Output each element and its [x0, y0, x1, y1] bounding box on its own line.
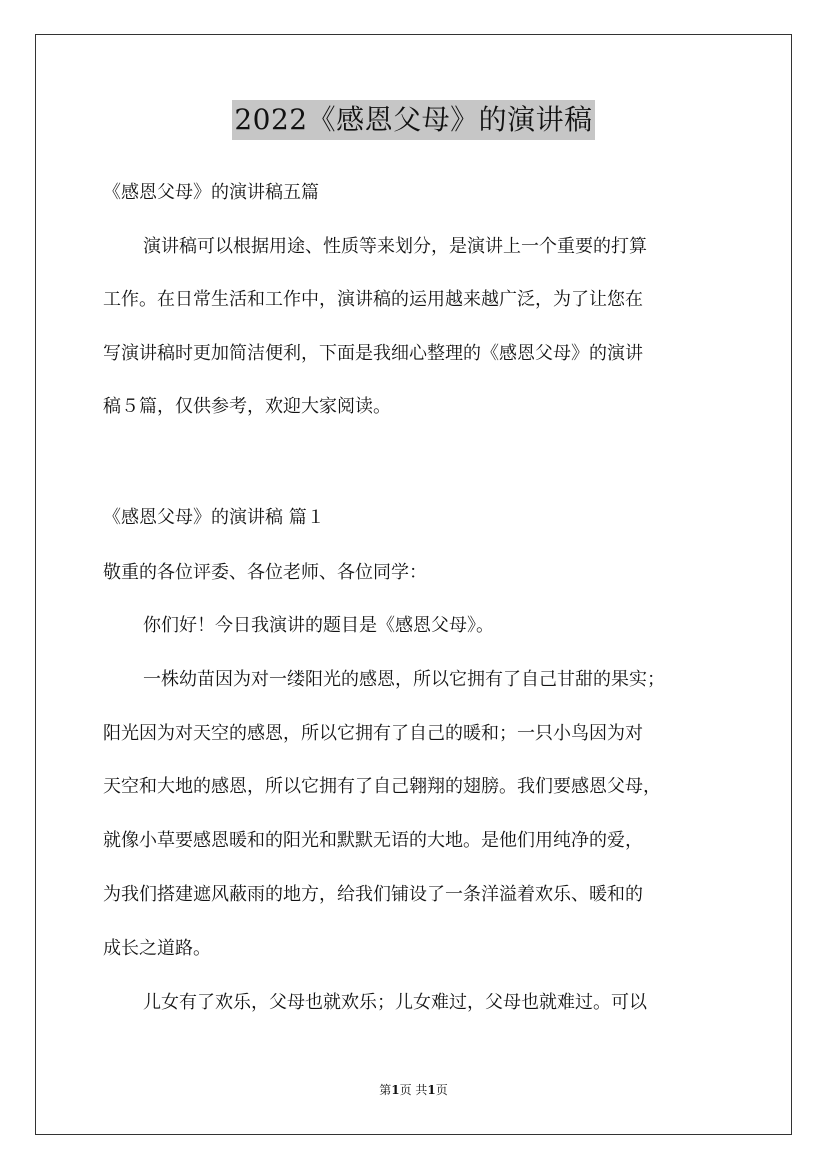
section-heading: 《感恩父母》的演讲稿 篇１ — [103, 507, 325, 528]
paragraph-line: 稿５篇，仅供参考，欢迎大家阅读。 — [103, 396, 391, 417]
page-footer — [0, 1082, 827, 1098]
footer-page-total: 1 — [427, 1083, 436, 1097]
document-title: 2022《感恩父母》的演讲稿 — [232, 100, 594, 140]
paragraph-line: 你们好！今日我演讲的题目是《感恩父母》。 — [143, 615, 494, 636]
footer-page-suffix: 页 — [435, 1083, 448, 1097]
footer-page-prefix: 第 — [379, 1083, 392, 1097]
footer-page-current: 1 — [391, 1083, 400, 1097]
salutation: 敬重的各位评委、各位老师、各位同学： — [103, 562, 427, 583]
title-container — [0, 100, 827, 140]
paragraph-line: 为我们搭建遮风蔽雨的地方，给我们铺设了一条洋溢着欢乐、暖和的 — [103, 884, 643, 905]
paragraph-line: 就像小草要感恩暖和的阳光和默默无语的大地。是他们用纯净的爱， — [103, 830, 643, 851]
paragraph-line: 工作。在日常生活和工作中，演讲稿的运用越来越广泛，为了让您在 — [103, 289, 643, 310]
paragraph-line: 写演讲稿时更加简洁便利，下面是我细心整理的《感恩父母》的演讲 — [103, 343, 643, 364]
paragraph-line: 天空和大地的感恩，所以它拥有了自己翱翔的翅膀。我们要感恩父母， — [103, 776, 661, 797]
paragraph-line: 一株幼苗因为对一缕阳光的感恩，所以它拥有了自己甘甜的果实； — [143, 669, 665, 690]
paragraph-line: 演讲稿可以根据用途、性质等来划分，是演讲上一个重要的打算 — [143, 236, 647, 257]
paragraph-line: 儿女有了欢乐，父母也就欢乐；儿女难过，父母也就难过。可以 — [143, 992, 647, 1013]
paragraph-line: 成长之道路。 — [103, 938, 211, 959]
subtitle: 《感恩父母》的演讲稿五篇 — [103, 182, 319, 203]
paragraph-line: 阳光因为对天空的感恩，所以它拥有了自己的暖和；一只小鸟因为对 — [103, 723, 643, 744]
footer-page-mid: 页 共 — [399, 1083, 428, 1097]
